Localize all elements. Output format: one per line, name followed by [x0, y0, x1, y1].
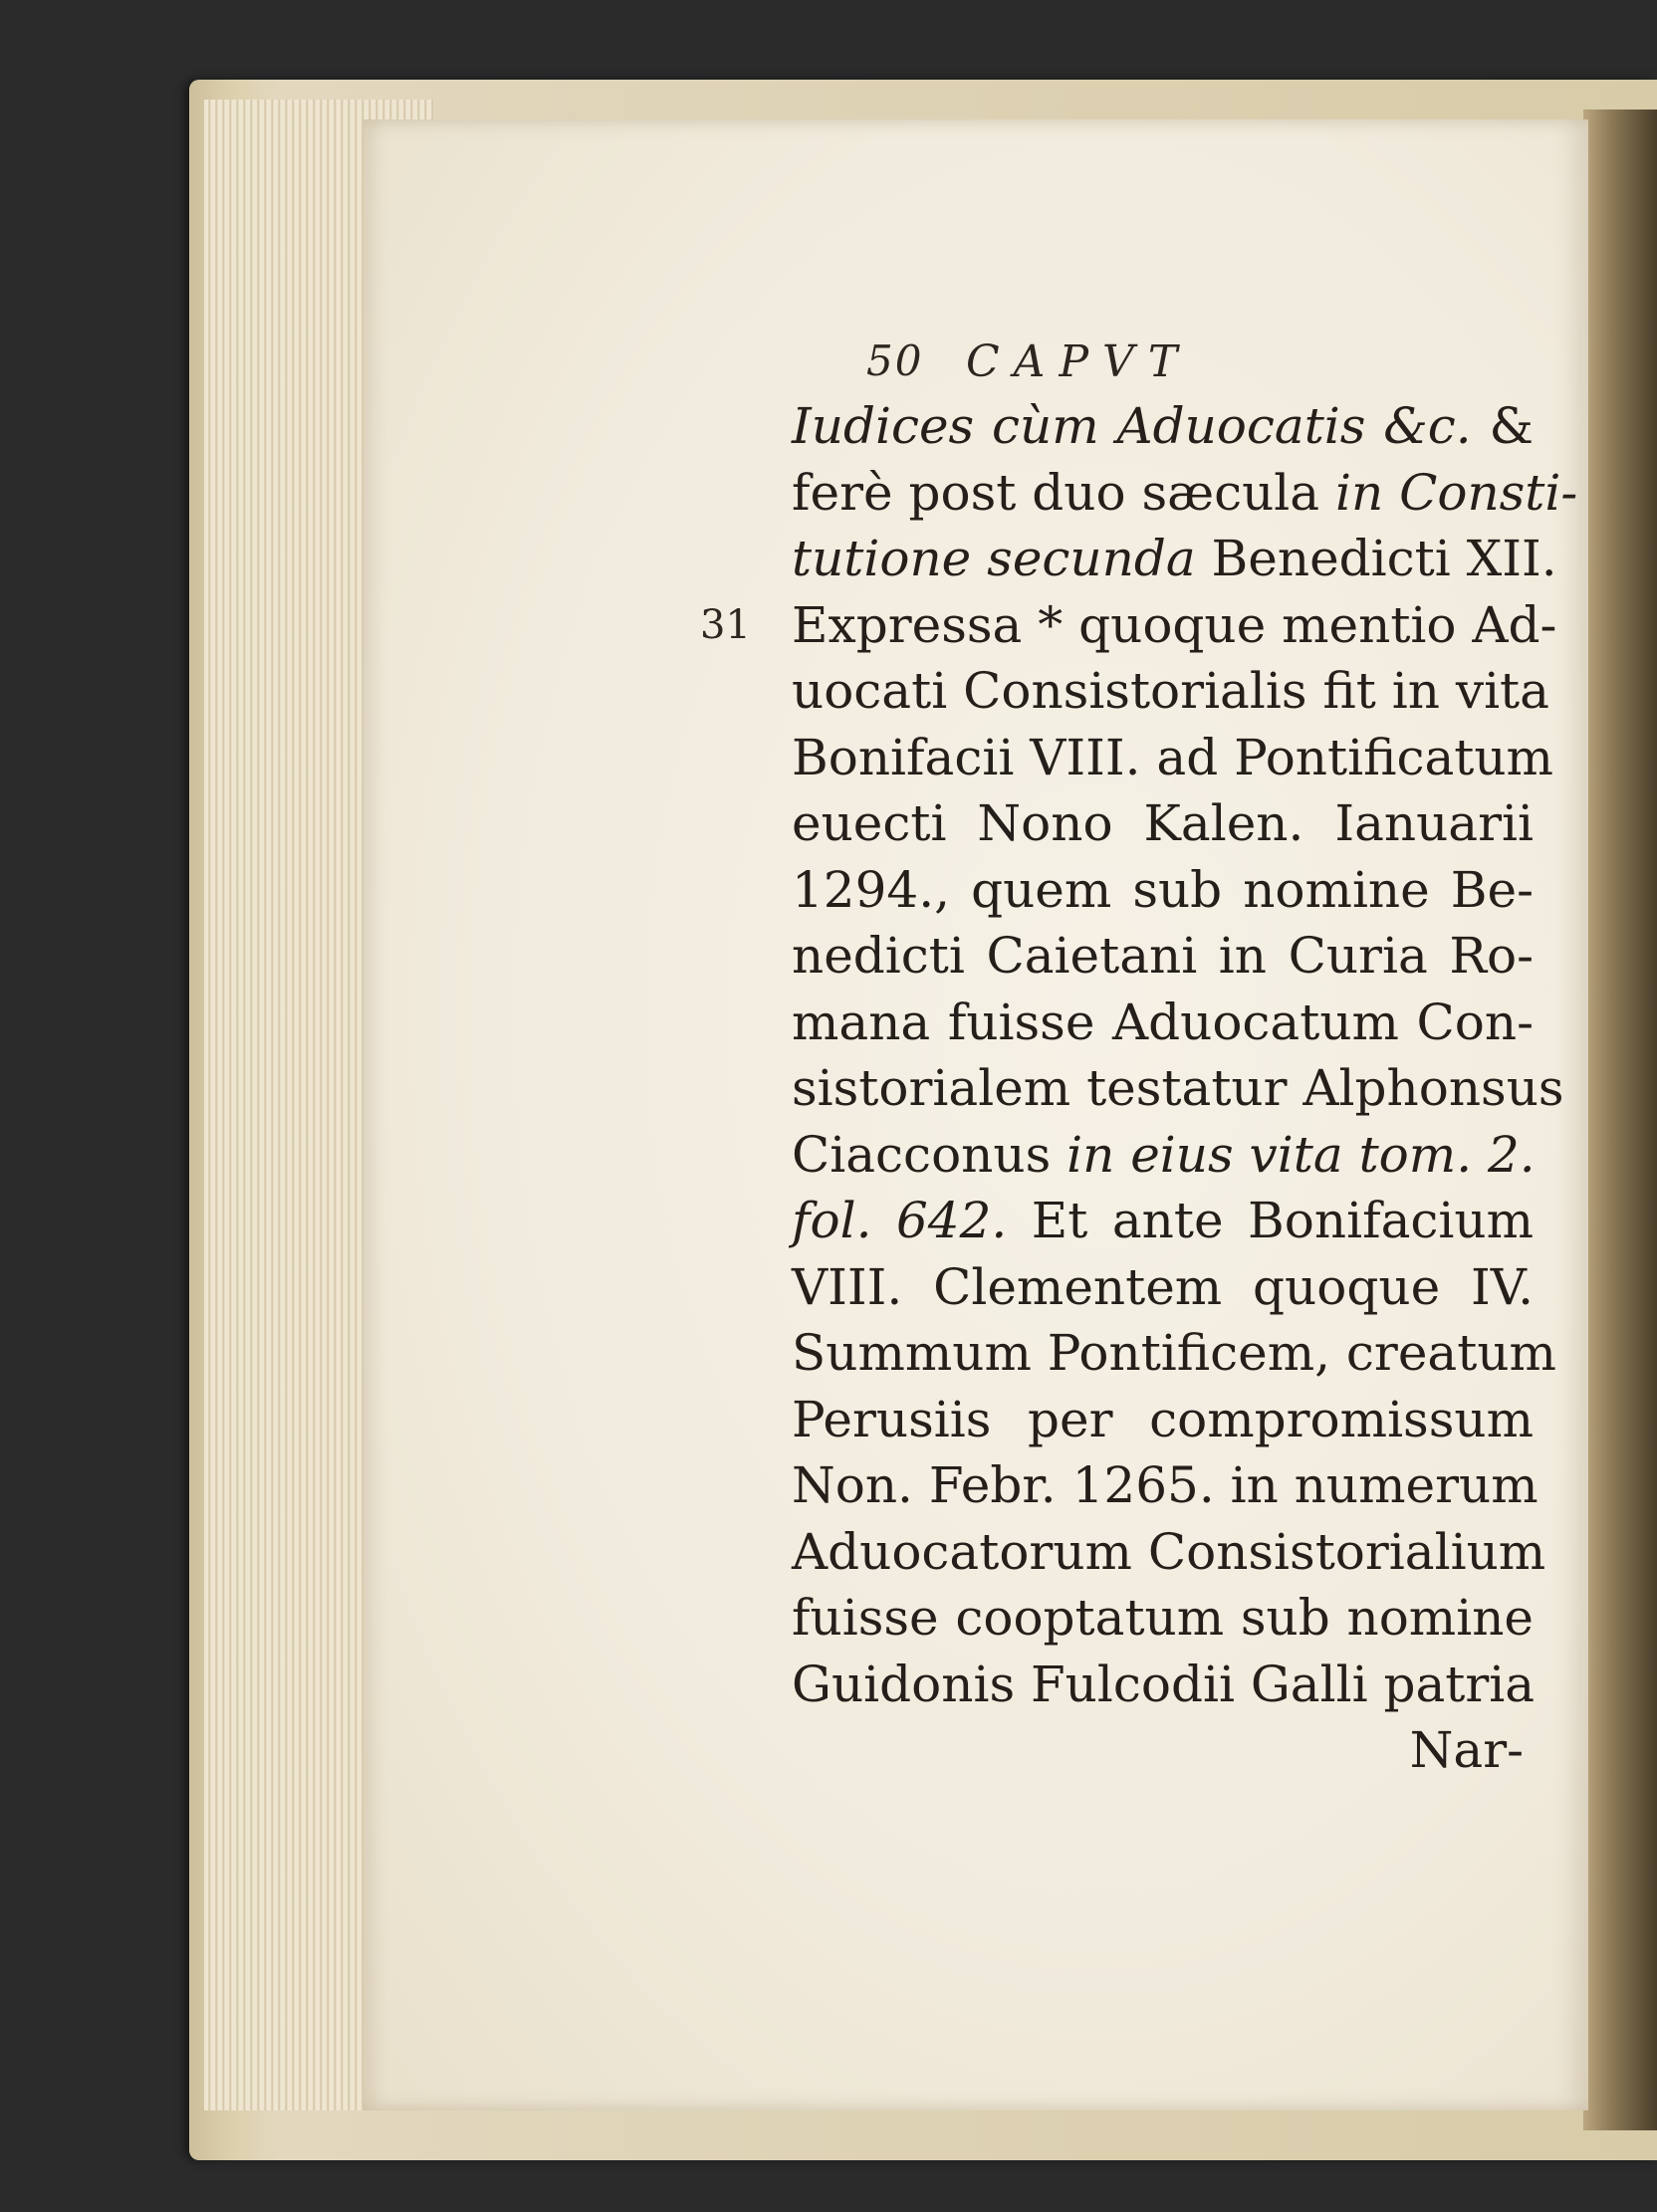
text-segment: fol. 642.	[792, 1192, 1008, 1249]
text-line	[792, 1652, 1534, 1718]
text-line	[792, 990, 1534, 1056]
book-gutter	[1583, 110, 1657, 2130]
text-line	[792, 526, 1557, 592]
text-segment: Non. Febr. 1265. in numerum	[792, 1456, 1539, 1514]
text-line	[792, 923, 1534, 990]
text-segment: nedicti Caietani in Curia Ro-	[792, 927, 1534, 985]
text-segment: 1294., quem sub nomine Be-	[792, 860, 1534, 919]
text-segment: fuisse cooptatum sub nomine	[792, 1589, 1534, 1647]
text-line	[792, 1320, 1556, 1387]
text-line	[792, 1055, 1564, 1122]
text-segment: Bonifacii VIII. ad Pontificatum	[792, 728, 1553, 786]
text-segment: Aduocatorum Consistorialium	[792, 1522, 1546, 1581]
text-segment: ferè post duo sæcula	[792, 463, 1335, 522]
text-segment: VIII. Clementem quoque IV.	[792, 1257, 1534, 1316]
text-line	[700, 592, 1557, 659]
text-segment: tutione secunda	[792, 530, 1196, 587]
text-segment: Iudices cùm Aduocatis &c.	[792, 397, 1472, 455]
page-number: 50	[866, 336, 924, 385]
text-line	[792, 790, 1534, 857]
text-line	[792, 460, 1578, 527]
text-line	[792, 1188, 1534, 1254]
text-segment: Perusiis per compromissum	[792, 1390, 1534, 1448]
running-head: CAPVT	[966, 336, 1192, 387]
text-segment: &	[1471, 397, 1534, 455]
catchword: Nar-	[1409, 1721, 1524, 1779]
text-segment: Summum Pontificem, creatum	[792, 1324, 1556, 1382]
text-line	[792, 393, 1534, 460]
text-segment: Expressa * quoque mentio Ad-	[792, 595, 1557, 654]
text-segment: Benedicti XII.	[1195, 530, 1557, 587]
text-segment: in eius vita tom. 2.	[1066, 1125, 1536, 1184]
text-segment: Guidonis Fulcodii Galli patria	[792, 1655, 1536, 1713]
text-segment: Et ante Bonifacium	[1007, 1192, 1534, 1249]
text-segment: mana fuisse Aduocatum Con-	[792, 993, 1534, 1051]
text-segment: euecti Nono Kalen. Ianuarii	[792, 794, 1534, 852]
text-segment: sistorialem testatur Alphonsus	[792, 1059, 1564, 1117]
page-header	[0, 336, 1657, 396]
text-line	[792, 1254, 1534, 1321]
text-line	[792, 1452, 1539, 1519]
text-line	[792, 1387, 1534, 1453]
text-line	[792, 1122, 1534, 1189]
text-segment: in Consti-	[1335, 463, 1578, 522]
text-block	[700, 393, 1578, 1784]
text-line	[792, 1519, 1546, 1586]
text-segment: uocati Consistorialis fit in vita	[792, 662, 1549, 720]
text-line	[792, 725, 1553, 791]
margin-paragraph-number: 31	[700, 601, 751, 648]
text-line	[792, 857, 1534, 924]
text-line	[792, 1585, 1534, 1652]
text-segment: Ciacconus	[792, 1125, 1067, 1184]
text-line	[792, 658, 1549, 725]
